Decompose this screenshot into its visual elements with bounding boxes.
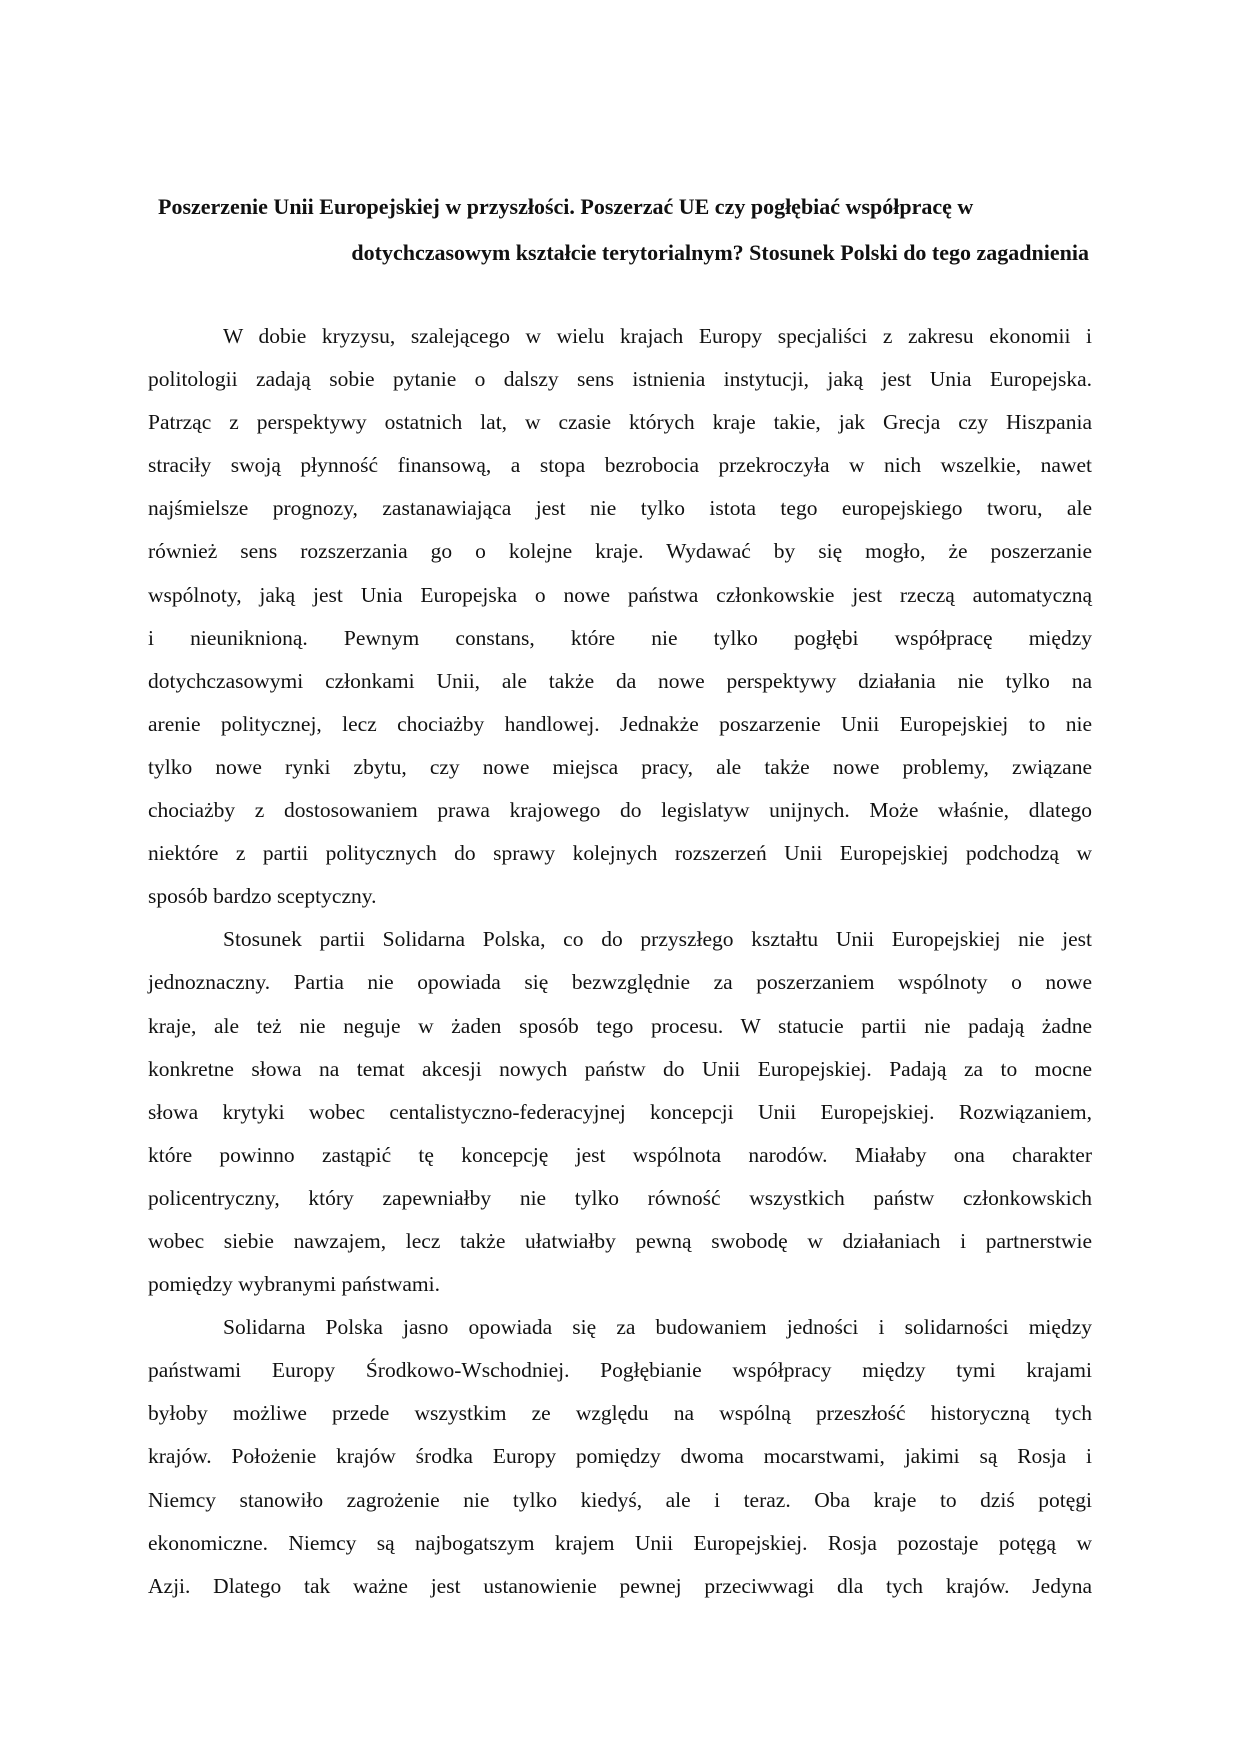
- paragraph-line: Azji. Dlatego tak ważne jest ustanowienie pewnej przeciwwagi dla tych krajów. Jedyna: [148, 1573, 1092, 1598]
- paragraph-line: tylko nowe rynki zbytu, czy nowe miejsca pracy, ale także nowe problemy, związane: [148, 754, 1092, 779]
- paragraph-line: policentryczny, który zapewniałby nie tylko równość wszystkich państw członkowskich: [148, 1185, 1092, 1210]
- paragraph-line: pomiędzy wybranymi państwami.: [148, 1272, 440, 1297]
- paragraph-line: byłoby możliwe przede wszystkim ze względu na wspólną przeszłość historyczną tych: [148, 1401, 1092, 1426]
- paragraph-line: konkretne słowa na temat akcesji nowych państw do Unii Europejskiej. Padają za to mocne: [148, 1056, 1092, 1081]
- paragraph-line: i nieuniknioną. Pewnym constans, które nie tylko pogłębi współpracę między: [148, 625, 1092, 650]
- paragraph-line: które powinno zastąpić tę koncepcję jest wspólnota narodów. Miałaby ona charakter: [148, 1142, 1092, 1167]
- paragraph-line: wspólnoty, jaką jest Unia Europejska o nowe państwa członkowskie jest rzeczą automatyczną: [148, 582, 1092, 607]
- document-title-line-1: Poszerzenie Unii Europejskiej w przyszłości. Poszerzać UE czy pogłębiać współpracę w: [158, 194, 974, 219]
- paragraph: [148, 320, 1092, 923]
- paragraph: [148, 1311, 1092, 1613]
- paragraph-line: słowa krytyki wobec centalistyczno-federacyjnej koncepcji Unii Europejskiej. Rozwiązaniem,: [148, 1099, 1092, 1124]
- paragraph-line: krajów. Położenie krajów środka Europy pomiędzy dwoma mocarstwami, jakimi są Rosja i: [148, 1444, 1092, 1469]
- paragraph-line: sposób bardzo sceptyczny.: [148, 884, 377, 909]
- paragraph-line: chociażby z dostosowaniem prawa krajowego do legislatyw unijnych. Może właśnie, dlatego: [148, 798, 1092, 823]
- paragraph-line: również sens rozszerzania go o kolejne kraje. Wydawać by się mogło, że poszerzanie: [148, 539, 1092, 564]
- paragraph-line: straciły swoją płynność finansową, a stopa bezrobocia przekroczyła w nich wszelkie, nawet: [148, 453, 1092, 478]
- paragraph-line: jednoznaczny. Partia nie opowiada się bezwzględnie za poszerzaniem wspólnoty o nowe: [148, 970, 1092, 995]
- paragraph-line: najśmielsze prognozy, zastanawiająca jest nie tylko istota tego europejskiego tworu, ale: [148, 496, 1092, 521]
- paragraph-line: Patrząc z perspektywy ostatnich lat, w czasie których kraje takie, jak Grecja czy Hiszpania: [148, 410, 1092, 435]
- paragraph: [148, 923, 1092, 1311]
- paragraph-line: niektóre z partii politycznych do sprawy kolejnych rozszerzeń Unii Europejskiej podchodzą w: [148, 841, 1092, 866]
- document-body: [148, 320, 1092, 1613]
- paragraph-line: ekonomiczne. Niemcy są najbogatszym krajem Unii Europejskiej. Rosja pozostaje potęgą w: [148, 1530, 1092, 1555]
- paragraph-line: politologii zadają sobie pytanie o dalszy sens istnienia instytucji, jaką jest Unia Europejska.: [148, 367, 1092, 392]
- document-title-line-2: dotychczasowym kształcie terytorialnym? Stosunek Polski do tego zagadnienia: [351, 240, 1089, 265]
- paragraph-line: Stosunek partii Solidarna Polska, co do przyszłego kształtu Unii Europejskiej nie jest: [223, 927, 1092, 952]
- paragraph-line: W dobie kryzysu, szalejącego w wielu krajach Europy specjaliści z zakresu ekonomii i: [223, 324, 1092, 348]
- paragraph-line: arenie politycznej, lecz chociażby handlowej. Jednakże poszarzenie Unii Europejskiej to nie: [148, 711, 1092, 736]
- paragraph-line: Niemcy stanowiło zagrożenie nie tylko kiedyś, ale i teraz. Oba kraje to dziś potęgi: [148, 1487, 1092, 1512]
- paragraph-line: kraje, ale też nie neguje w żaden sposób tego procesu. W statucie partii nie padają żadne: [148, 1013, 1092, 1038]
- paragraph-line: państwami Europy Środkowo-Wschodniej. Pogłębianie współpracy między tymi krajami: [148, 1358, 1092, 1383]
- paragraph-line: wobec siebie nawzajem, lecz także ułatwiałby pewną swobodę w działaniach i partnerstwie: [148, 1228, 1092, 1253]
- paragraph-line: dotychczasowymi członkami Unii, ale także da nowe perspektywy działania nie tylko na: [148, 668, 1092, 693]
- paragraph-line: Solidarna Polska jasno opowiada się za budowaniem jedności i solidarności między: [223, 1315, 1092, 1340]
